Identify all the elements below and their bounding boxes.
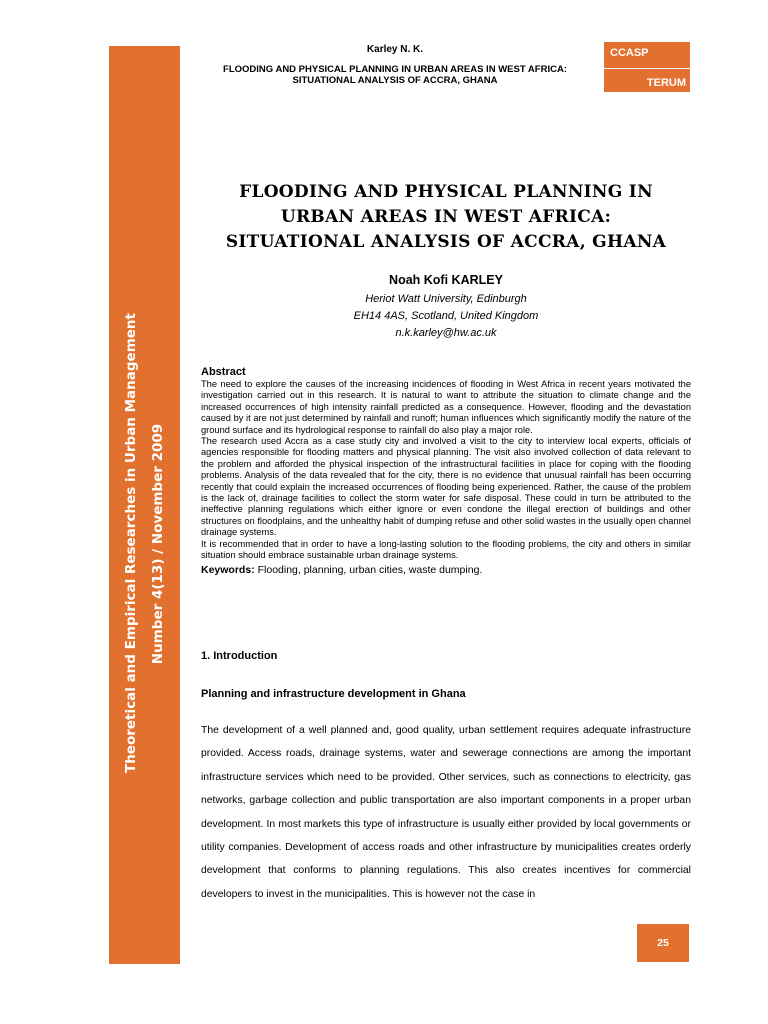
abstract-paragraph-1: The need to explore the causes of the increasing incidences of flooding in West Africa in recent years motivated the investigation carried out in this research. It is natural to want to attribute the situation to climate change and the increased occurrences of high intensity rainfall predicted as a consequence. However, flooding and the devastation caused by it are not just determined by rainfall and runoff; human influences which significantly modify the nature of the ground surface and its hydrological response to rainfall do also play a major role. [201, 379, 691, 435]
introduction-heading: 1. Introduction [201, 650, 278, 662]
header-running-title: FLOODING AND PHYSICAL PLANNING IN URBAN AREAS IN WEST AFRICA: SITUATIONAL ANALYSIS OF ACCRA, GHANA [223, 63, 567, 86]
header-author: Karley N. K. [366, 44, 424, 55]
running-header [200, 44, 590, 87]
logo-top-text: CCASP [610, 47, 649, 59]
journal-name: Theoretical and Empirical Researches in Urban Management [123, 313, 139, 774]
author-name: Noah Kofi KARLEY [389, 273, 503, 287]
abstract-paragraph-3: It is recommended that in order to have a long-lasting solution to the flooding problems, the city and others in similar situation should embrace sustainable urban drainage systems. [201, 538, 691, 561]
page-number: 25 [637, 924, 689, 962]
abstract-heading: Abstract [201, 366, 246, 378]
title-line-1: FLOODING AND PHYSICAL PLANNING IN [239, 182, 653, 202]
journal-logo [604, 42, 690, 92]
author-affiliation-2: EH14 4AS, Scotland, United Kingdom [353, 310, 539, 322]
title-line-3: SITUATIONAL ANALYSIS OF ACCRA, GHANA [225, 232, 667, 252]
keywords-line [201, 563, 691, 577]
logo-divider [604, 68, 690, 69]
introduction-body [201, 719, 691, 906]
title-line-2: URBAN AREAS IN WEST AFRICA: [280, 207, 612, 227]
keywords-label: Keywords: [201, 563, 255, 576]
paper-title [200, 180, 692, 255]
abstract-section [201, 365, 691, 577]
author-affiliation-1: Heriot Watt University, Edinburgh [365, 293, 527, 305]
author-email: n.k.karley@hw.ac.uk [395, 327, 497, 339]
introduction-paragraph: The development of a well planned and, good quality, urban settlement requires adequate infrastructure provided. Access roads, drainage systems, water and sewerage connections are among the important infrastructure services which need to be provided. Other services, such as connections to electricity, gas networks, garbage collection and public transportation are also important components in a proper urban development. In most markets this type of infrastructure is usually either provided by local governments or utility companies. Development of access roads and other infrastructure by municipalities creates orderly development that conforms to planning regulations. This also creates incentives for commercial developers to invest in the municipalities. This is however not the case in [201, 725, 691, 900]
keywords-text: Flooding, planning, urban cities, waste dumping. [254, 563, 483, 576]
subsection-heading: Planning and infrastructure development in Ghana [201, 688, 466, 700]
issue-info: Number 4(13) / November 2009 [150, 423, 166, 665]
journal-sidebar [109, 46, 180, 964]
logo-bottom-text: TERUM [646, 77, 686, 89]
author-block [200, 272, 692, 342]
abstract-paragraph-2: The research used Accra as a case study city and involved a visit to the city to interview local experts, officials of agencies responsible for flooding matters and physical planning. The visit also involved collection of data relevant to the problem and afforded the physical inspection of the infrastructural facilities in place for coping with the flooding problems. Analysis of the data revealed that for the city, there is no evidence that unusual rainfall has been occurring recently that could explain the increased occurrences of flooding being experienced. Rather, the cause of the problem is the lack of, drainage facilities to collect the storm water for safe disposal. These could in turn be attributed to the ineffective planning regulations which either ignore or even condone the illegal erection of buildings and other structures on floodplains, and the unhealthy habit of dumping refuse and other solid wastes in the usually open channel drainage systems. [201, 436, 691, 538]
